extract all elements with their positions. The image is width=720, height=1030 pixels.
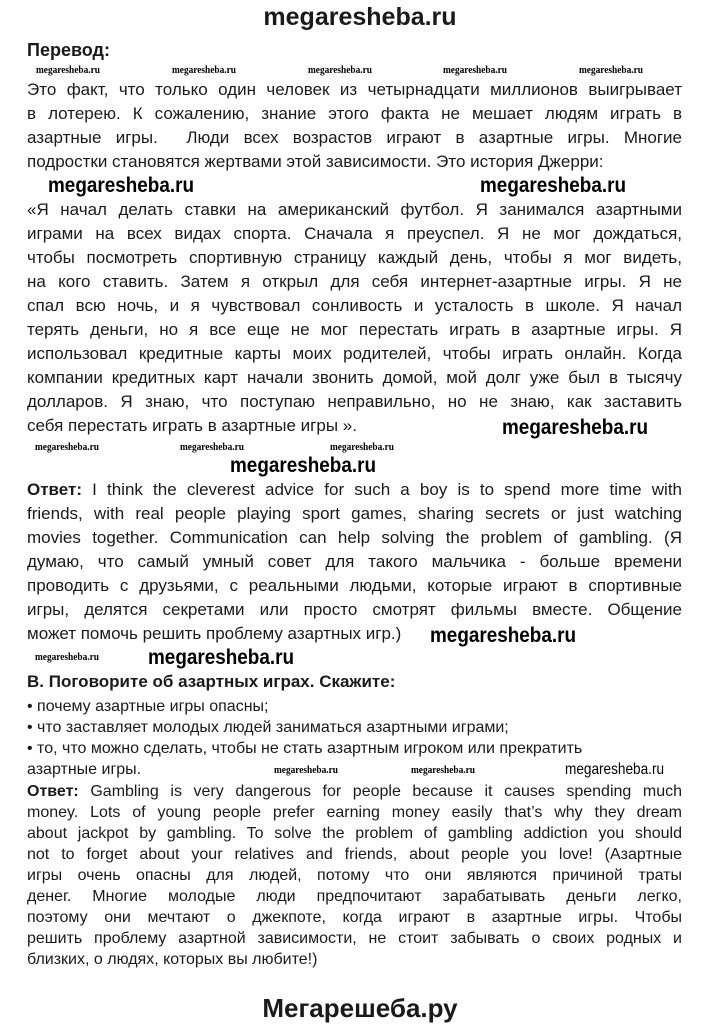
watermark: megaresheba.ru: [411, 764, 475, 776]
paragraph-line: играми на всех видах спорта. Сначала я преуспел. Я не мог дождаться,: [27, 224, 682, 243]
answer-line: friends, with real people playing sport games, sharing secrets or just watching: [27, 504, 682, 523]
bullet-item: • почему азартные игры опасны;: [27, 698, 269, 715]
paragraph-line: чтобы посмотреть спортивную страницу каждый день, чтобы я мог видеть,: [27, 248, 682, 267]
watermark: megaresheba.ru: [48, 174, 195, 197]
watermark: megaresheba.ru: [35, 651, 99, 663]
watermark: megaresheba.ru: [172, 64, 236, 76]
watermark: megaresheba.ru: [148, 646, 295, 669]
answer-line: about jackpot by gambling. To solve the problem of gambling addiction you should: [27, 825, 682, 842]
answer-text: Gambling is very dangerous for people because it causes spending much: [78, 783, 682, 800]
answer-line: поэтому они мечтают о джекпоте, когда играют в азартные игры. Чтобы: [27, 909, 682, 926]
watermark: megaresheba.ru: [230, 454, 377, 477]
answer-line: money. Lots of young people prefer earning money easily that’s why they dream: [27, 804, 682, 821]
watermark: megaresheba.ru: [330, 441, 394, 453]
paragraph-line: долларов. Я знаю, что поступаю неправильно, но не знаю, как заставить: [27, 392, 682, 411]
watermark: megaresheba.ru: [565, 761, 665, 778]
paragraph-line: «Я начал делать ставки на американский футбол. Я занимался азартными: [27, 200, 682, 219]
paragraph-line: терять деньги, но я все еще не мог перестать играть в азартные игры. Я: [27, 320, 682, 339]
watermark: megaresheba.ru: [308, 64, 372, 76]
bullet-item: • что заставляет молодых людей заниматься азартными играми;: [27, 719, 509, 736]
section-b-heading: B. Поговорите об азартных играх. Скажите:: [27, 672, 396, 691]
answer-line: movies together. Communication can help solving the problem of gambling. (Я: [27, 528, 682, 547]
paragraph-line: в лотерею. К сожалению, знание этого факта не мешает людям играть в: [27, 104, 682, 123]
watermark: megaresheba.ru: [502, 416, 649, 439]
paragraph-line: спал всю ночь, и я чувствовал сонливость и усталость в школе. Я начал: [27, 296, 682, 315]
watermark: megaresheba.ru: [274, 764, 338, 776]
answer-line: думаю, что самый умный совет для такого мальчика - больше времени: [27, 552, 682, 571]
answer-line: проводить с друзьями, с реальными людьми, которые играют в спортивные: [27, 576, 682, 595]
answer-line: [27, 480, 682, 500]
paragraph-line: подростки становятся жертвами этой зависимости. Это история Джерри:: [27, 152, 604, 171]
paragraph-line: азартные игры. Люди всех возрастов играют в азартные игры. Многие: [27, 128, 682, 147]
watermark: megaresheba.ru: [180, 441, 244, 453]
bullet-item: • то, что можно сделать, чтобы не стать азартным игроком или прекратить: [27, 740, 583, 757]
answer-line: [27, 782, 682, 802]
watermark: megaresheba.ru: [430, 624, 577, 647]
watermark: megaresheba.ru: [579, 64, 643, 76]
paragraph-line: использовал кредитные карты моих родителей, чтобы играть онлайн. Когда: [27, 344, 682, 363]
watermark: megaresheba.ru: [480, 174, 627, 197]
answer-text: I think the cleverest advice for such a boy is to spend more time with: [82, 480, 682, 499]
answer-line: денег. Многие молодые люди предпочитают зарабатывать деньги легко,: [27, 888, 682, 905]
answer-line: not to forget about your relatives and friends, about people you love! (Азартные: [27, 846, 682, 863]
watermark: megaresheba.ru: [36, 64, 100, 76]
answer-line: решить проблему азартной зависимости, не стоит забывать о своих родных и: [27, 930, 682, 947]
answer-line: может помочь решить проблему азартных игр.): [27, 624, 402, 643]
translation-label: Перевод:: [27, 40, 110, 60]
paragraph-line: на кого ставить. Затем я открыл для себя интернет-азартные игры. Я не: [27, 272, 682, 291]
paragraph-line: компании кредитных карт начали звонить домой, мой долг уже был в тысячу: [27, 368, 682, 387]
site-footer: Мегарешеба.ру: [262, 993, 458, 1023]
answer-line: игры очень опасны для людей, потому что они являются причиной траты: [27, 867, 682, 884]
site-header: megaresheba.ru: [263, 3, 457, 31]
answer-line: близких, о людях, которых вы любите!): [27, 951, 318, 968]
paragraph-line: Это факт, что только один человек из четырнадцати миллионов выигрывает: [27, 80, 682, 99]
answer-label: Ответ:: [27, 480, 82, 499]
watermark: megaresheba.ru: [35, 441, 99, 453]
paragraph-line: себя перестать играть в азартные игры ».: [27, 416, 357, 435]
bullet-item: азартные игры.: [27, 761, 142, 778]
answer-line: игры, делятся секретами или просто смотрят фильмы вместе. Общение: [27, 600, 682, 619]
watermark: megaresheba.ru: [443, 64, 507, 76]
answer-label: Ответ:: [27, 783, 79, 800]
